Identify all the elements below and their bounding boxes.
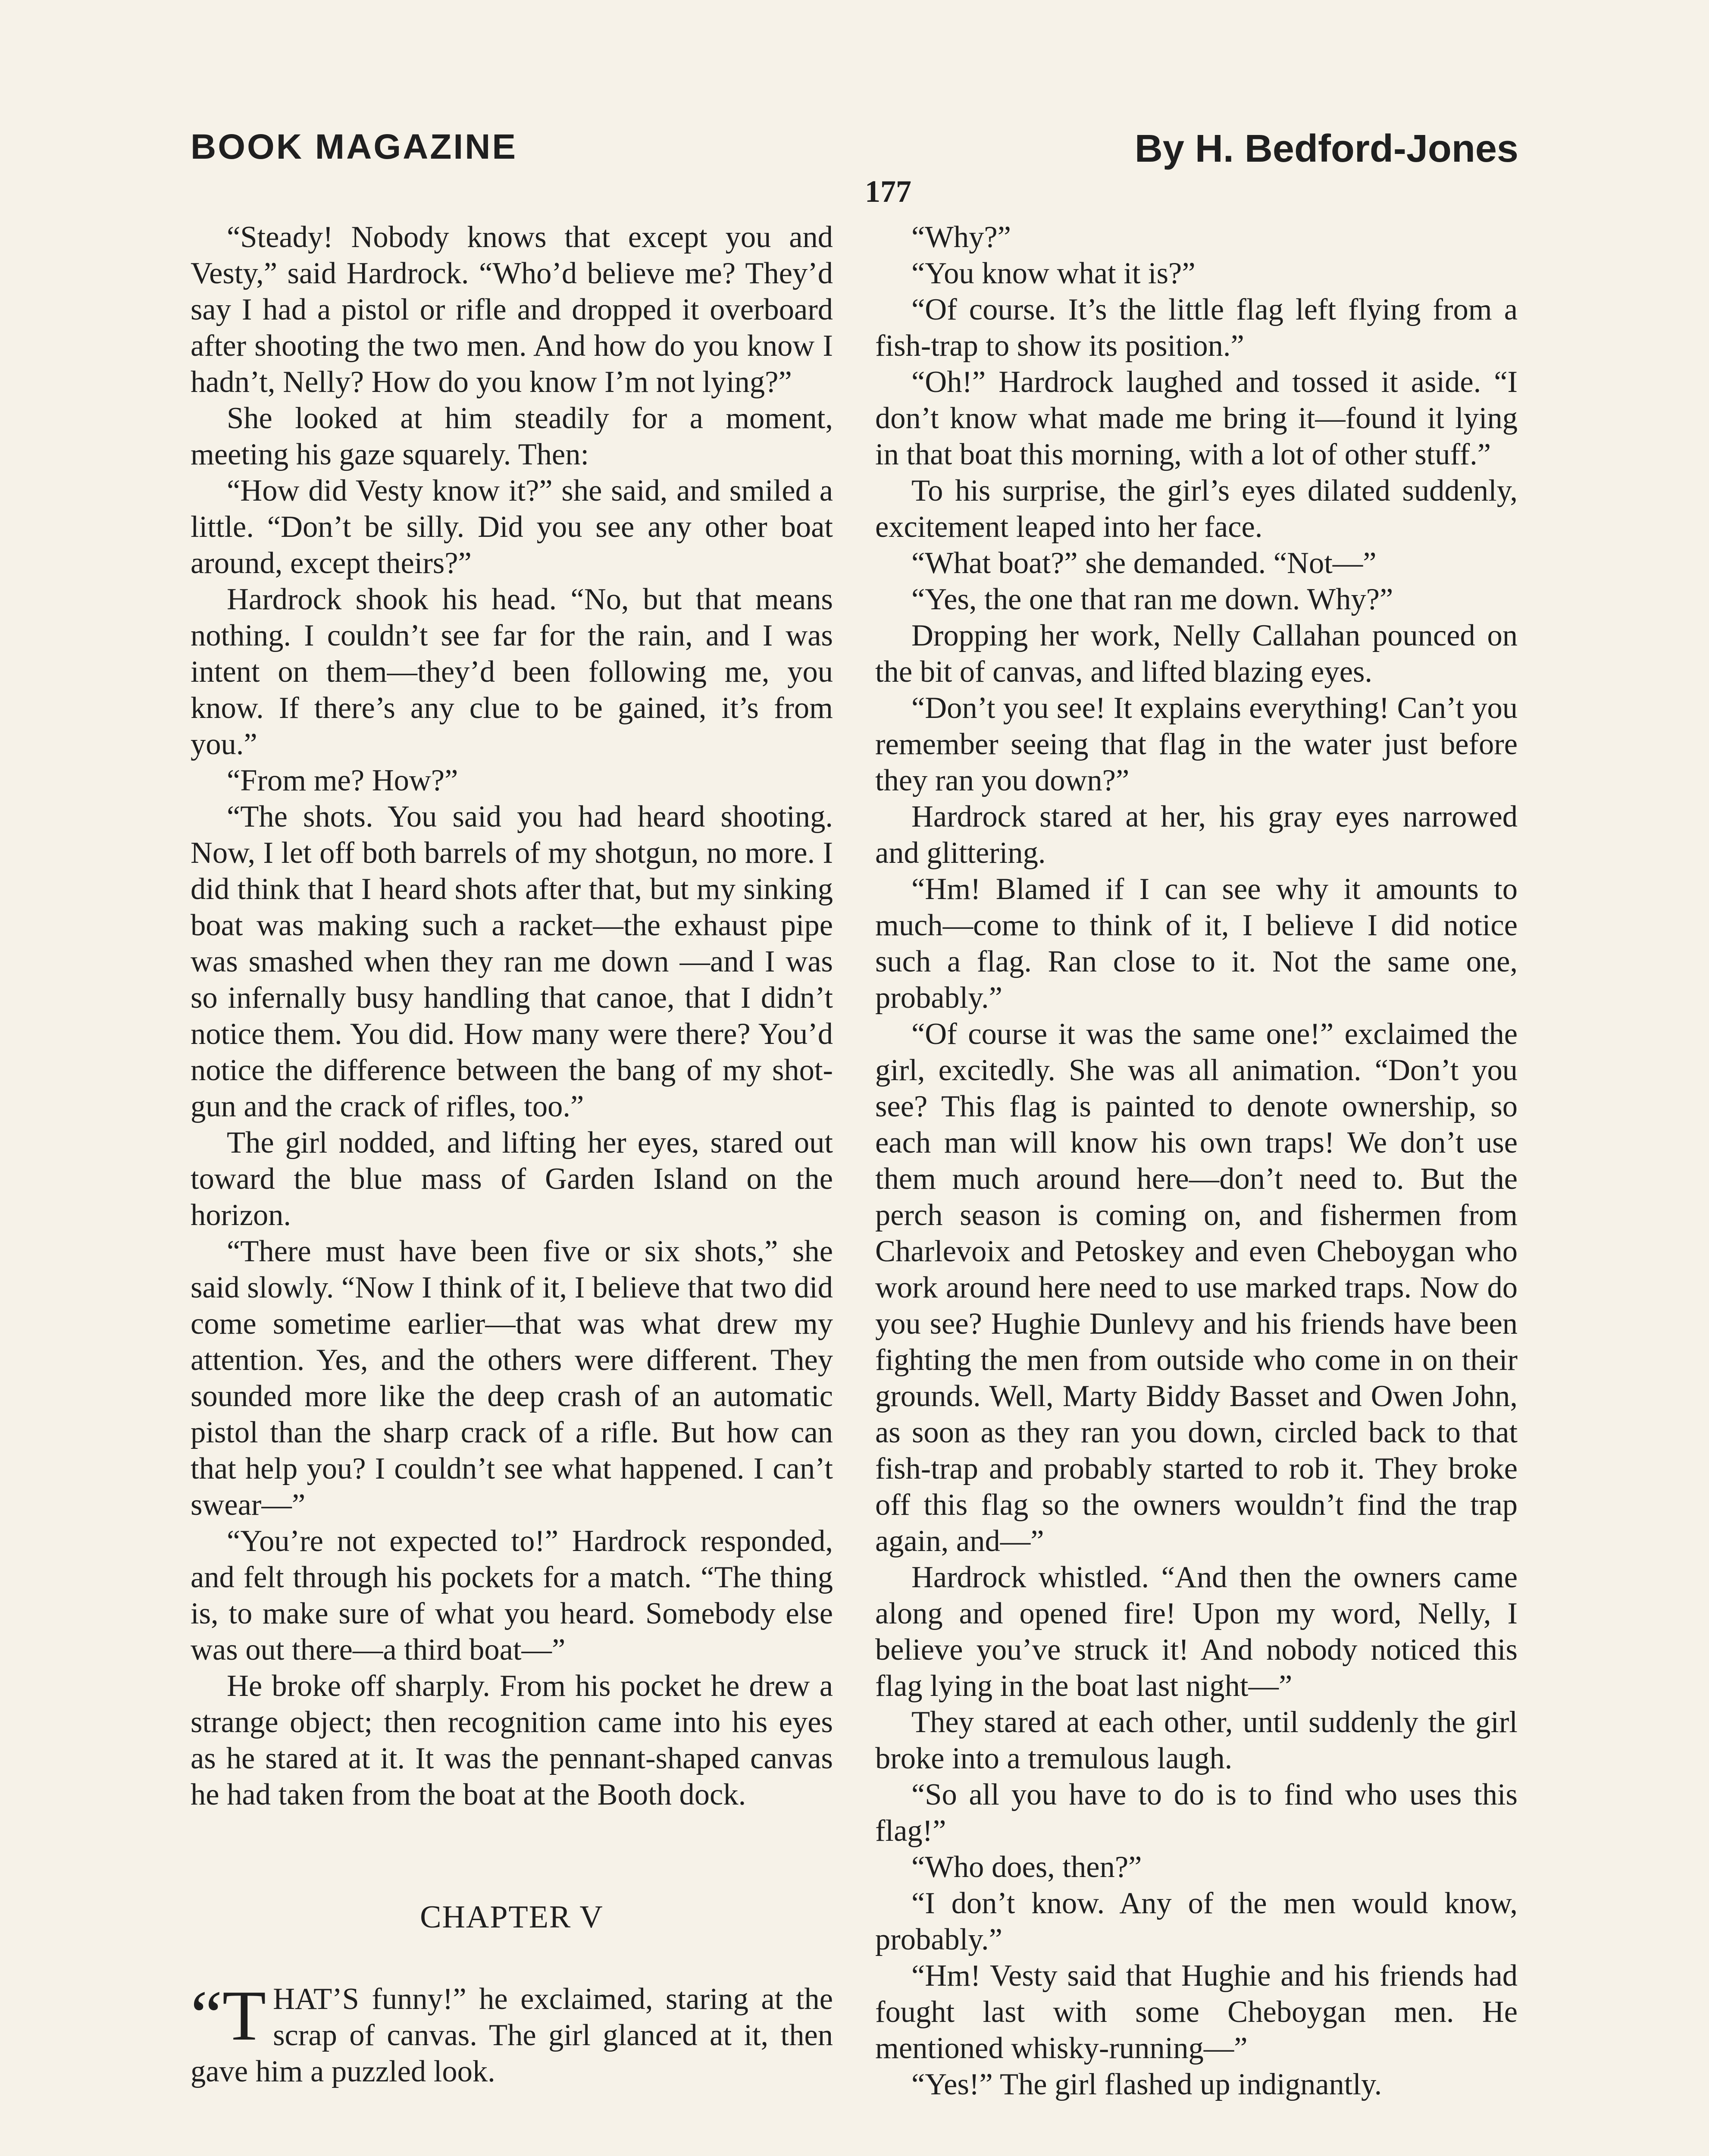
paragraph: “There must have been five or six shots,” she said slowly. “Now I think of it, I believe that two did come sometime earlier—that was what drew my attention. Yes, and the others were different. They sounded more like the deep crash of an automatic pistol than the sharp crack of a rifle. But how can that help you? I couldn’t see what happened. I can’t swear—” <box>191 1235 833 1522</box>
chapter-heading: CHAPTER V <box>420 1899 604 1935</box>
paragraph: “How did Vesty know it?” she said, and smiled a little. “Don’t be silly. Did you see any other boat around, except theirs?” <box>191 474 833 580</box>
magazine-title: BOOK MAGAZINE <box>191 127 518 166</box>
chapter-opening-paragraph <box>191 1976 833 2090</box>
paragraph: “From me? How?” <box>227 764 458 797</box>
paragraph: The girl nodded, and lifting her eyes, stared out toward the blue mass of Garden Island on the horizon. <box>191 1126 833 1232</box>
paragraph: “Hm! Vesty said that Hughie and his friends had fought last with some Cheboygan men. He mentioned whisky-running—” <box>875 1959 1518 2065</box>
author-byline: By H. Bedford-Jones <box>1134 127 1518 170</box>
paragraph: He broke off sharply. From his pocket he drew a strange object; then recognition came into his eyes as he stared at it. It was the pennant-shaped canvas he had taken from the boat at the Booth dock. <box>191 1669 833 1811</box>
paragraph: “Who does, then?” <box>911 1850 1142 1884</box>
paragraph: “I don’t know. Any of the men would know, probably.” <box>875 1887 1518 1956</box>
paragraph: “You’re not expected to!” Hardrock responded, and felt through his pockets for a match. “The thing is, to make sure of what you heard. Somebody else was out there—a third boat—” <box>191 1524 833 1667</box>
paragraph: “Of course. It’s the little flag left flying from a fish-trap to show its position.” <box>875 293 1518 363</box>
paragraph: Hardrock stared at her, his gray eyes narrowed and glittering. <box>875 800 1518 870</box>
left-column <box>191 219 833 2090</box>
paragraph: She looked at him steadily for a moment, meeting his gaze squarely. Then: <box>191 401 833 471</box>
paragraph: “What boat?” she demanded. “Not—” <box>911 546 1377 580</box>
paragraph: Hardrock whistled. “And then the owners came along and opened fire! Upon my word, Nelly, I believe you’ve struck it! And nobody noticed this flag lying in the boat last night—” <box>875 1561 1518 1703</box>
page-number: 177 <box>865 174 911 209</box>
paragraph: “Oh!” Hardrock laughed and tossed it aside. “I don’t know what made me bring it—found it lying in that boat this morning, with a lot of other stuff.” <box>875 365 1518 471</box>
right-column <box>875 219 1518 2103</box>
paragraph: “Why?” <box>911 220 1011 254</box>
paragraph: “The shots. You said you had heard shooting. Now, I let off both barrels of my shotgun, no more. I did think that I heard shots after that, but my sinking boat was making such a racket—the exhaust pipe was smashed when they ran me down —and I was so infernally busy handling that canoe, that I didn’t notice them. You did. How many were there? You’d notice the difference between the bang of my shotgun and the crack of rifles, too.” <box>191 800 833 1123</box>
paragraph: “You know what it is?” <box>911 257 1196 290</box>
paragraph: “So all you have to do is to find who uses this flag!” <box>875 1778 1518 1848</box>
paragraph: To his surprise, the girl’s eyes dilated suddenly, excitement leaped into her face. <box>875 474 1518 544</box>
paragraph: “Yes, the one that ran me down. Why?” <box>911 583 1393 616</box>
drop-cap: “T <box>191 1976 266 2055</box>
paragraph: “Yes!” The girl flashed up indignantly. <box>911 2068 1382 2101</box>
opening-text: HAT’S funny!” he exclaimed, staring at the scrap of canvas. The girl glanced at it, then gave him a puzzled look. <box>191 1982 833 2088</box>
paragraph: Dropping her work, Nelly Callahan pounced on the bit of canvas, and lifted blazing eyes. <box>875 619 1518 689</box>
paragraph: “Steady! Nobody knows that except you and Vesty,” said Hardrock. “Who’d believe me? They’d say I had a pistol or rifle and dropped it overboard after shooting the two men. And how do you know I hadn’t, Nelly? How do you know I’m not lying?” <box>191 220 833 399</box>
paragraph: Hardrock shook his head. “No, but that means nothing. I couldn’t see far for the rain, and I was intent on them—they’d been following me, you know. If there’s any clue to be gained, it’s from you.” <box>191 583 833 761</box>
paragraph: “Don’t you see! It explains everything! Can’t you remember seeing that flag in the water just before they ran you down?” <box>875 691 1518 797</box>
paragraph: “Hm! Blamed if I can see why it amounts to much—come to think of it, I believe I did notice such a flag. Ran close to it. Not the same one, probably.” <box>875 872 1518 1015</box>
paragraph: They stared at each other, until suddenly the girl broke into a tremulous laugh. <box>875 1705 1518 1775</box>
paragraph: “Of course it was the same one!” exclaimed the girl, excitedly. She was all animation. “Don’t you see? This flag is painted to denote ownership, so each man will know his own traps! We don’t use them much around here—don’t need to. But the perch season is coming on, and fishermen from Charlevoix and Petoskey and even Cheboygan who work around here need to use marked traps. Now do you see? Hughie Dunlevy and his friends have been fighting the men from outside who come in on their grounds. Well, Marty Biddy Basset and Owen John, as soon as they ran you down, circled back to that fish-trap and probably started to rob it. They broke off this flag so the owners wouldn’t find the trap again, and—” <box>875 1017 1518 1558</box>
